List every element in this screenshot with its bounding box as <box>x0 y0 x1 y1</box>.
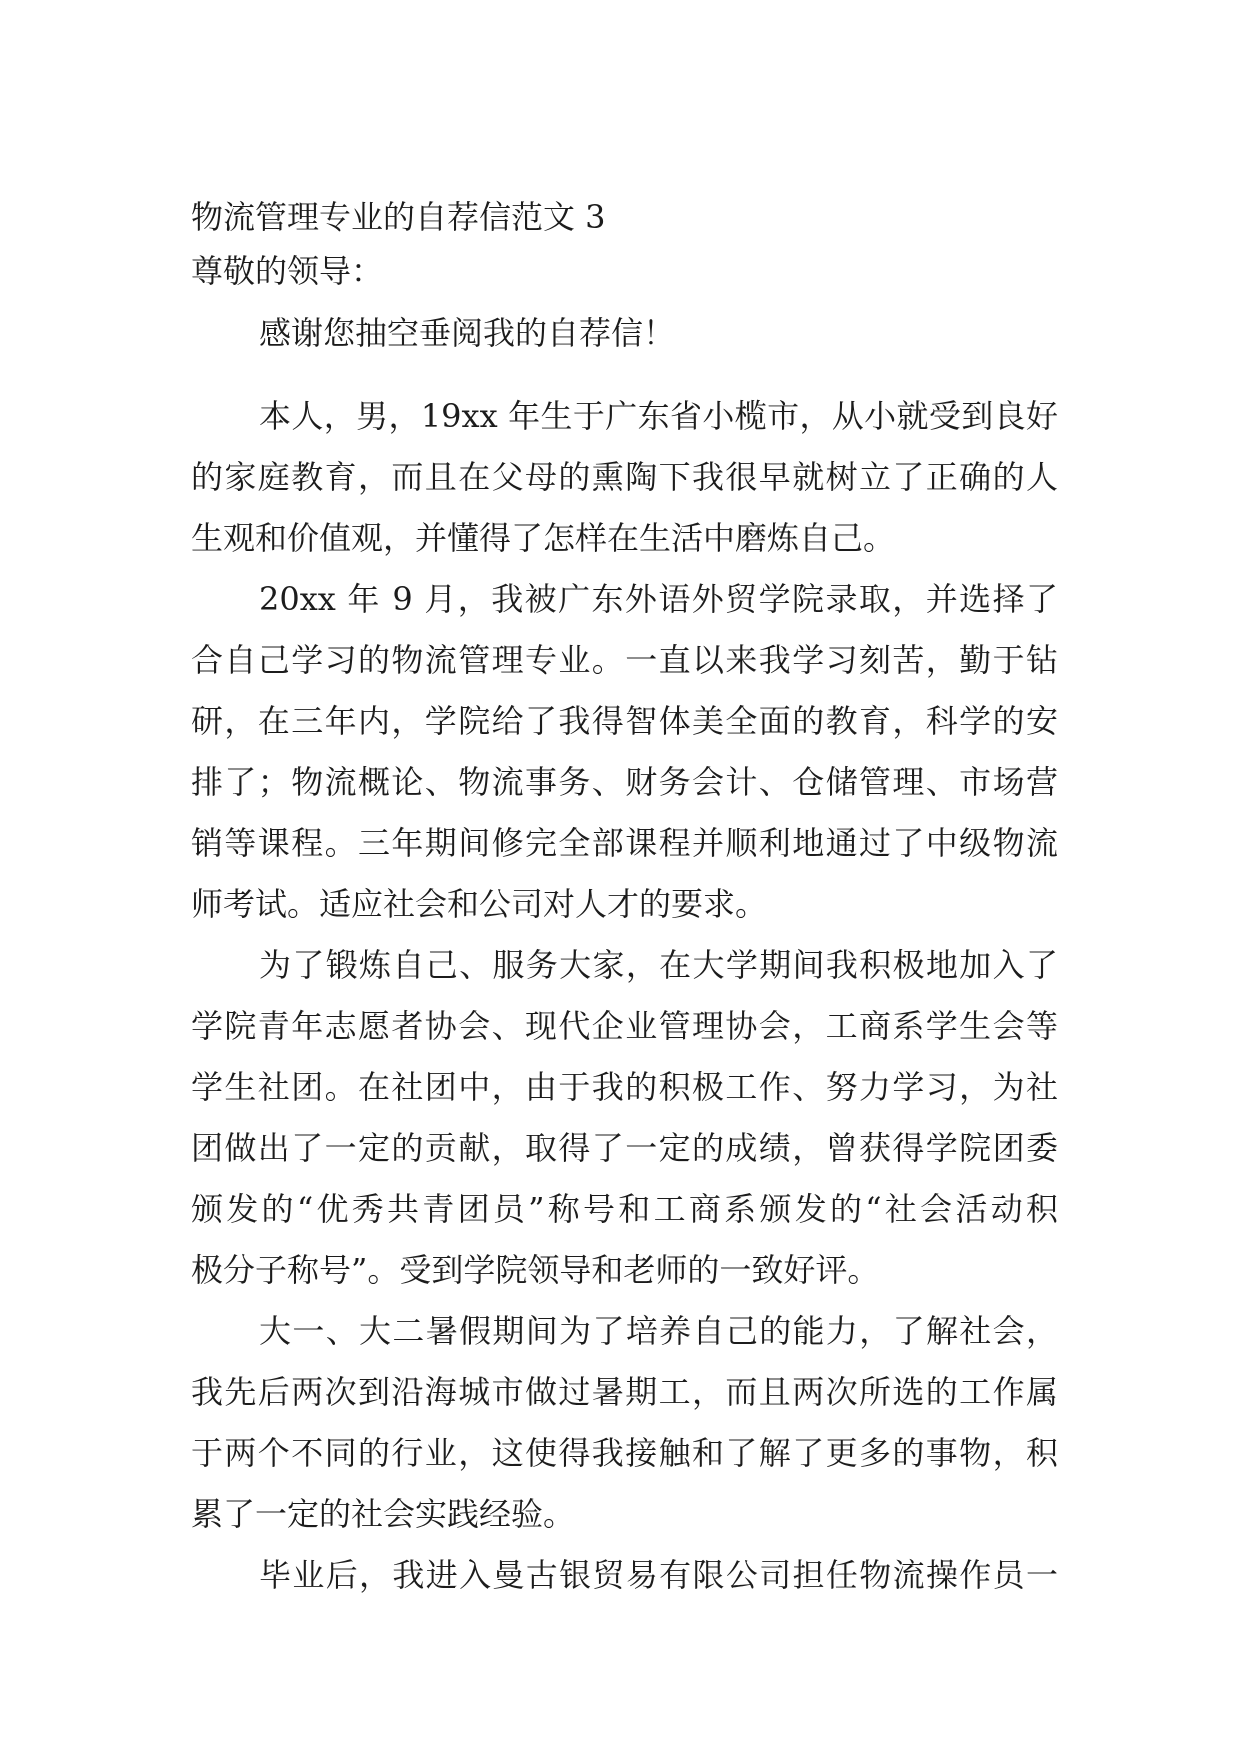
paragraph-line: 的家庭教育，而且在父母的熏陶下我很早就树立了正确的人 <box>191 458 1058 496</box>
paragraph-education <box>191 569 1058 935</box>
paragraph-line: 我先后两次到沿海城市做过暑期工，而且两次所选的工作属 <box>191 1373 1058 1411</box>
paragraph-line: 研，在三年内，学院给了我得智体美全面的教育，科学的安 <box>191 702 1058 740</box>
letter-body <box>191 190 1058 1606</box>
paragraph-line: 颁发的“优秀共青团员”称号和工商系颁发的“社会活动积 <box>191 1190 1058 1228</box>
paragraph-line: 感谢您抽空垂阅我的自荐信！ <box>259 314 676 352</box>
paragraph-line: 极分子称号”。受到学院领导和老师的一致好评。 <box>191 1251 880 1289</box>
paragraph-line: 合自己学习的物流管理专业。一直以来我学习刻苦，勤于钻 <box>191 641 1058 679</box>
paragraph-line: 排了；物流概论、物流事务、财务会计、仓储管理、市场营 <box>191 763 1058 801</box>
document-title: 物流管理专业的自荐信范文 3 <box>191 198 606 236</box>
paragraph-line: 为了锻炼自己、服务大家，在大学期间我积极地加入了 <box>259 946 1058 984</box>
paragraph-summer-work <box>191 1301 1058 1545</box>
paragraph-line: 销等课程。三年期间修完全部课程并顺利地通过了中级物流 <box>191 824 1058 862</box>
paragraph-line: 生观和价值观，并懂得了怎样在生活中磨炼自己。 <box>191 519 896 557</box>
paragraph-employment <box>191 1545 1058 1606</box>
salutation: 尊敬的领导： <box>191 252 384 290</box>
paragraph-intro <box>191 303 1058 364</box>
paragraph-line: 学院青年志愿者协会、现代企业管理协会，工商系学生会等 <box>191 1007 1058 1045</box>
paragraph-line: 大一、大二暑假期间为了培养自己的能力，了解社会， <box>259 1312 1058 1350</box>
paragraph-line: 20xx 年 9 月，我被广东外语外贸学院录取，并选择了 <box>259 580 1058 618</box>
paragraph-background <box>191 386 1058 569</box>
paragraph-activities <box>191 935 1058 1301</box>
paragraph-line: 本人，男，19xx 年生于广东省小榄市，从小就受到良好 <box>259 397 1058 435</box>
paragraph-line: 毕业后，我进入曼古银贸易有限公司担任物流操作员一 <box>259 1556 1058 1594</box>
paragraph-line: 师考试。适应社会和公司对人才的要求。 <box>191 885 768 923</box>
paragraph-line: 累了一定的社会实践经验。 <box>191 1495 576 1533</box>
paragraph-line: 学生社团。在社团中，由于我的积极工作、努力学习，为社 <box>191 1068 1058 1106</box>
paragraph-line: 于两个不同的行业，这使得我接触和了解了更多的事物，积 <box>191 1434 1058 1472</box>
paragraph-line: 团做出了一定的贡献，取得了一定的成绩，曾获得学院团委 <box>191 1129 1058 1167</box>
